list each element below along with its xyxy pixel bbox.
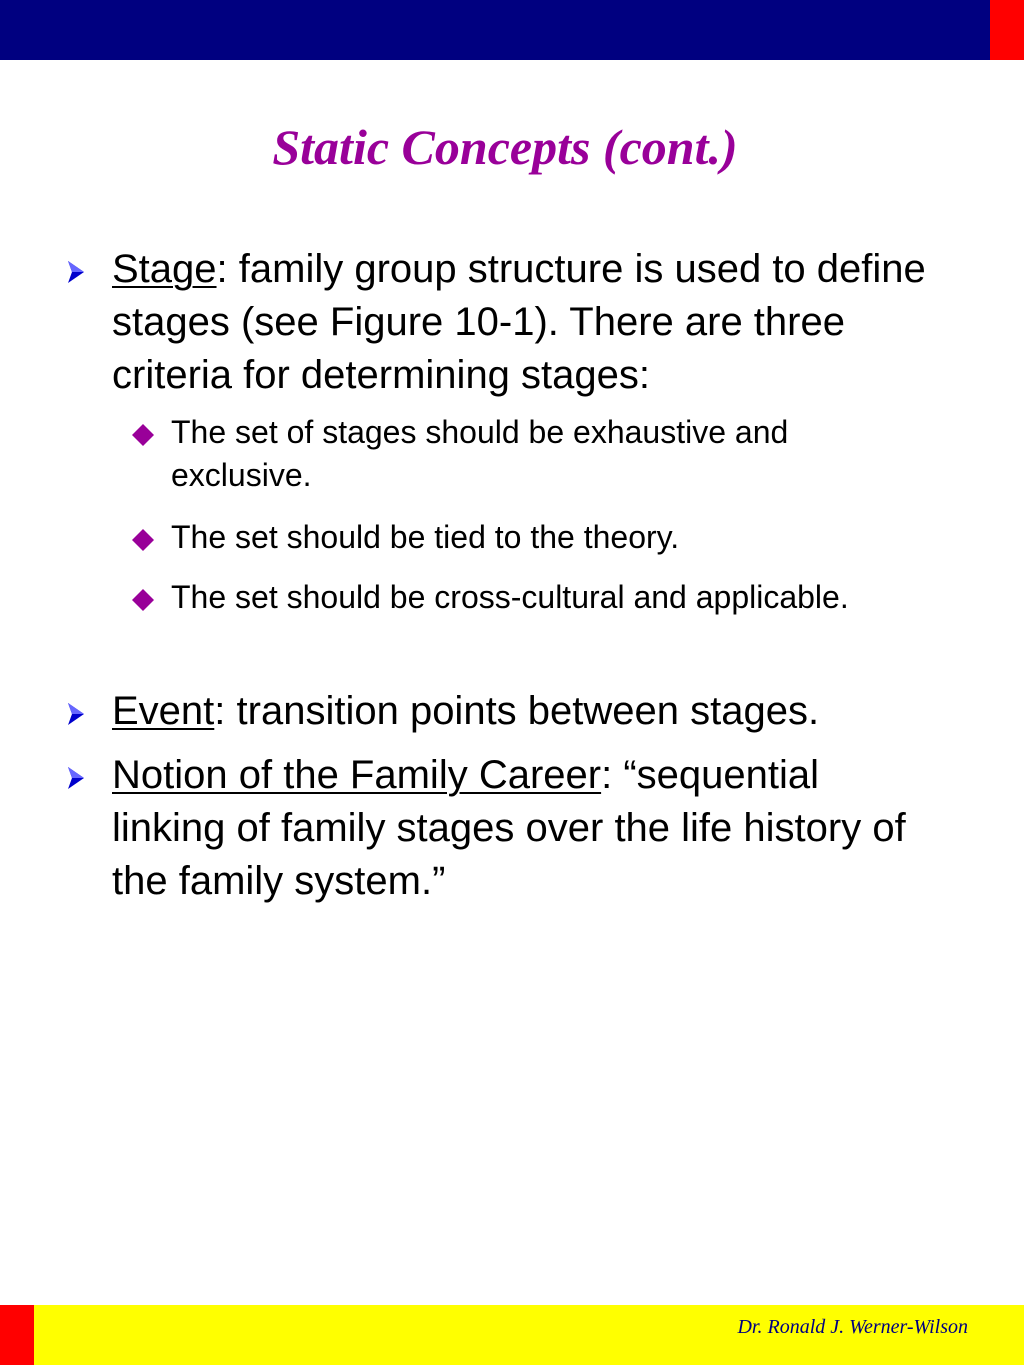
sub-bullet-cross-cultural bbox=[171, 576, 931, 619]
arrow-bullet-icon bbox=[62, 763, 92, 793]
arrow-bullet-icon bbox=[62, 257, 92, 287]
bullet-term: Notion of the Family Career bbox=[112, 753, 602, 797]
sub-bullet-text: The set should be tied to the theory. bbox=[171, 519, 680, 555]
sub-bullet-text: The set of stages should be exhaustive and exclusive. bbox=[171, 414, 789, 493]
top-accent-block bbox=[990, 0, 1024, 60]
diamond-bullet-icon bbox=[130, 527, 156, 553]
bullet-text: : “sequential linking of family stages over the life history of the family system.” bbox=[112, 753, 906, 903]
sub-bullet-exhaustive bbox=[171, 411, 931, 497]
footer-author: Dr. Ronald J. Werner-Wilson bbox=[737, 1316, 968, 1338]
bullet-event bbox=[112, 685, 932, 738]
arrow-bullet-icon bbox=[62, 699, 92, 729]
slide-title: Static Concepts (cont.) bbox=[272, 119, 738, 175]
bullet-text: : family group structure is used to define stages (see Figure 10-1). There are three criteria for determining stages: bbox=[112, 247, 926, 397]
bullet-stage bbox=[112, 243, 932, 402]
diamond-bullet-icon bbox=[130, 587, 156, 613]
diamond-bullet-icon bbox=[130, 422, 156, 448]
top-banner bbox=[0, 0, 990, 60]
sub-bullet-text: The set should be cross-cultural and applicable. bbox=[171, 579, 849, 615]
bullet-term: Stage bbox=[112, 247, 217, 291]
bottom-accent-block bbox=[0, 1305, 34, 1365]
bullet-text: : transition points between stages. bbox=[214, 689, 820, 733]
bullet-family-career bbox=[112, 749, 932, 908]
bullet-term: Event bbox=[112, 689, 215, 733]
sub-bullet-theory bbox=[171, 516, 931, 559]
